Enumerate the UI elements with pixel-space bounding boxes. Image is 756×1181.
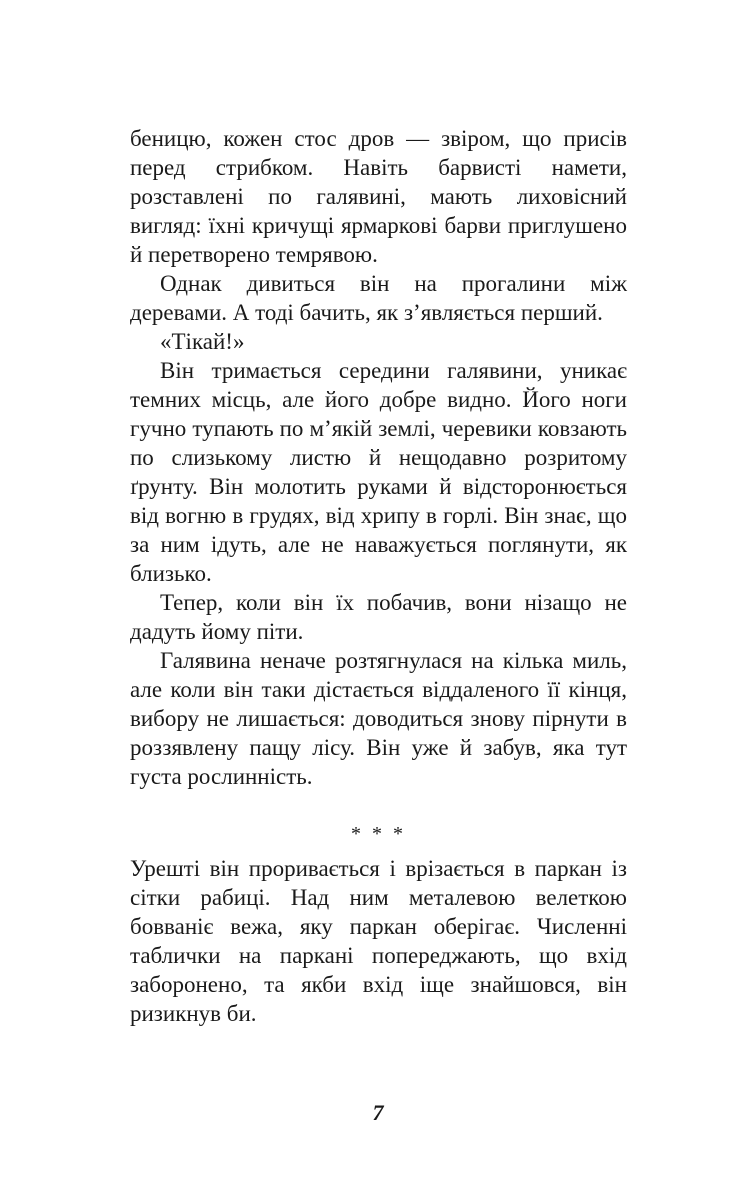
paragraph-section-start: Урешті він проривається і врізається в паркан із сітки рабиці. Над ним металевою велеткою бовваніє вежа, яку паркан оберігає. Численні таблички на паркані попереджають, що вхід заборонено, та якби вхід іще знайшовся, він ризикнув би.: [130, 856, 627, 1026]
section-separator: * * *: [351, 823, 406, 845]
paragraph: Тепер, коли він їх побачив, вони нізащо не дадуть йому піти.: [130, 590, 627, 644]
paragraph: Він тримається середини галявини, уникає темних місць, але його добре видно. Його ноги гучно тупають по м’якій землі, черевики ковзають по слизькому листю й нещодавно розритому ґрунту. Він молотить руками й відсторонюється від вогню в грудях, від хрипу в горлі. Він знає, що за ним ідуть, але не наважується поглянути, як близько.: [130, 358, 627, 586]
paragraph-continuation: беницю, кожен стос дров — звіром, що присів перед стрибком. Навіть барвисті намети, розставлені по галявині, мають лиховісний вигляд: їхні кричущі ярмаркові барви приглушено й перетворено темрявою.: [130, 126, 627, 267]
book-page-text: [130, 124, 627, 1028]
page-number: 7: [372, 1100, 384, 1125]
paragraph: Галявина неначе розтягнулася на кілька миль, але коли він таки дістається віддаленого її кінця, вибору не лишається: доводиться знову пірнути в роззявлену пащу лісу. Він уже й забув, яка тут густа рослинність.: [130, 648, 627, 789]
paragraph-dialogue: «Тікай!»: [160, 329, 245, 354]
paragraph: Однак дивиться він на прогалини між деревами. А тоді бачить, як з’являється перший.: [130, 271, 627, 325]
